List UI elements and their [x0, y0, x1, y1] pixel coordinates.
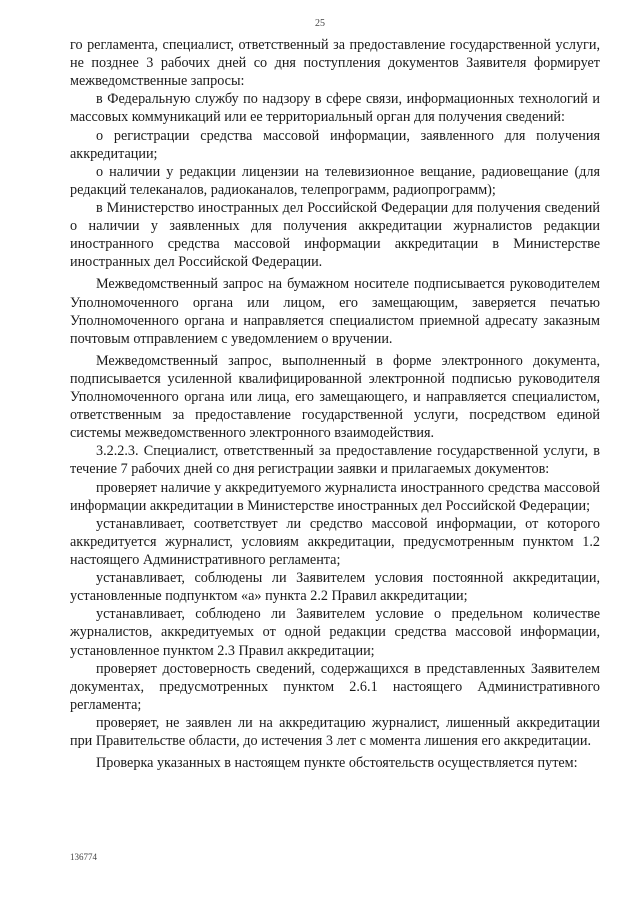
paragraph: го регламента, специалист, ответственный за предоставление государственной услуги, не позднее 3 рабочих дней со дня поступления документов Заявителя формирует межведомственные запросы: — [70, 37, 600, 90]
paragraph: в Министерство иностранных дел Российской Федерации для получения сведений о наличии у заявленных для получения аккредитации журналистов редакции иностранного средства массовой информации аккредитации в Министерстве иностранных дел Российской Федерации. — [70, 200, 600, 271]
paragraph: Проверка указанных в настоящем пункте обстоятельств осуществляется путем: — [96, 755, 578, 772]
paragraph: о наличии у редакции лицензии на телевизионное вещание, радиовещание (для редакций телеканалов, радиоканалов, телепрограмм, радиопрограмм); — [70, 163, 600, 198]
document-code: 136774 — [70, 852, 97, 862]
document-body — [70, 36, 600, 772]
paragraph: устанавливает, соблюдены ли Заявителем условия постоянной аккредитации, установленные подпунктом «а» пункта 2.2 Правил аккредитации; — [70, 570, 600, 605]
paragraph: проверяет достоверность сведений, содержащихся в представленных Заявителем документах, предусмотренных пунктом 2.6.1 настоящего Административного регламента; — [70, 660, 600, 713]
paragraph: проверяет наличие у аккредитуемого журналиста иностранного средства массовой информации аккредитации в Министерстве иностранных дел Российской Федерации; — [70, 479, 600, 514]
paragraph: 3.2.2.3. Специалист, ответственный за предоставление государственной услуги, в течение 7 рабочих дней со дня регистрации заявки и прилагаемых документов: — [70, 443, 600, 478]
paragraph: устанавливает, соблюдено ли Заявителем условие о предельном количестве журналистов, аккредитуемых от одной редакции средства массовой информации, установленное пунктом 2.3 Правил аккредитации; — [70, 606, 600, 659]
paragraph: устанавливает, соответствует ли средство массовой информации, от которого аккредитуется журналист, условиям аккредитации, предусмотренным пунктом 1.2 настоящего Административного регламента; — [70, 515, 600, 568]
paragraph: в Федеральную службу по надзору в сфере связи, информационных технологий и массовых коммуникаций или ее территориальный орган для получения сведений: — [70, 91, 600, 126]
paragraph: Межведомственный запрос, выполненный в форме электронного документа, подписывается усиленной квалифицированной электронной подписью руководителя Уполномоченного органа или лица, его замещающего, и направляется специалистом, ответственным за предоставление государственной услуги, посредством единой системы межведомственного электронного взаимодействия. — [70, 352, 600, 442]
page-number: 25 — [315, 18, 325, 29]
paragraph: проверяет, не заявлен ли на аккредитацию журналист, лишенный аккредитации при Правительстве области, до истечения 3 лет с момента лишения его аккредитации. — [70, 714, 600, 750]
paragraph: о регистрации средства массовой информации, заявленного для получения аккредитации; — [70, 127, 600, 162]
paragraph: Межведомственный запрос на бумажном носителе подписывается руководителем Уполномоченного органа или лицом, его замещающим, заверяется печатью Уполномоченного органа и направляется специалистом приемной адресату заказным почтовым отправлением с уведомлением о вручении. — [70, 276, 600, 347]
